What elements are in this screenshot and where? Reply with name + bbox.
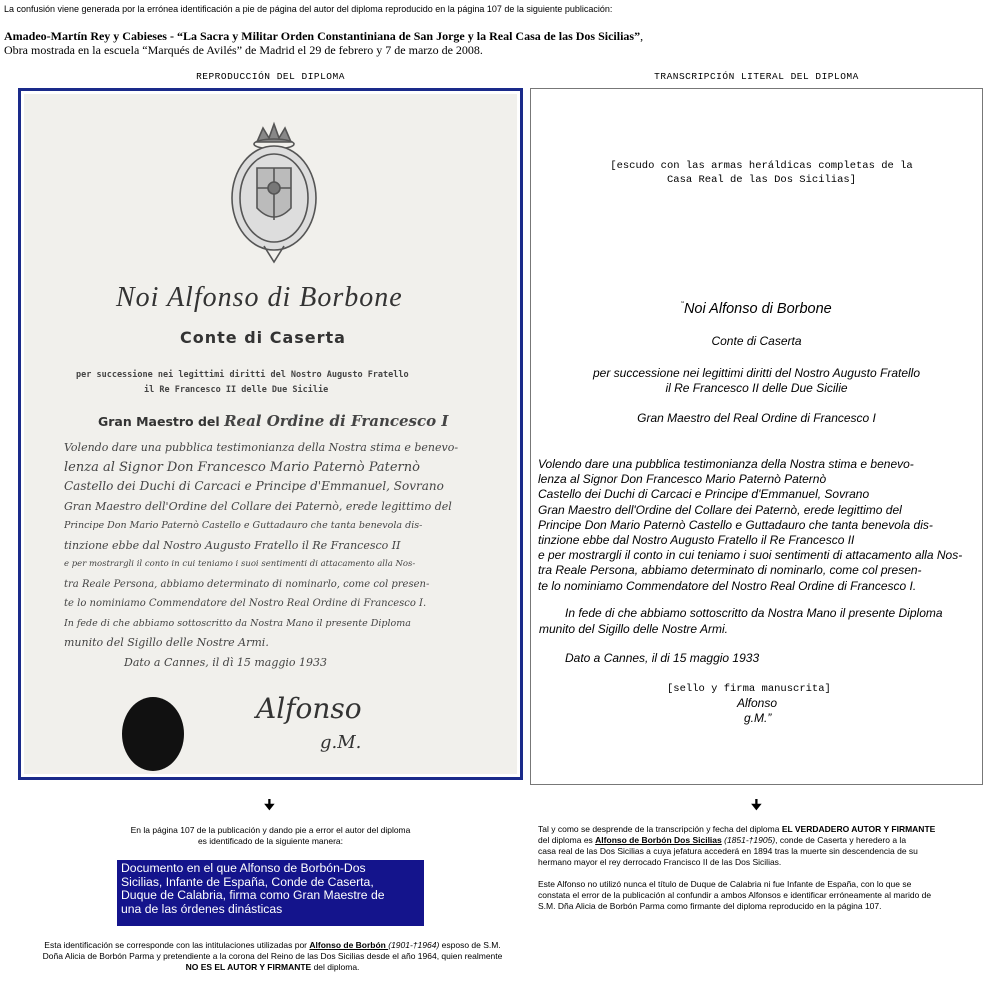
left-caption: En la página 107 de la publicación y dando pie a error el autor del diploma es identificado de la siguiente manera: <box>130 825 411 846</box>
body-line: tinzione ebbe dal Nostro Augusto Fratello il Re Francesco II <box>538 533 855 548</box>
body-line: Castello dei Duchi di Carcaci e Principe d'Emmanuel, Sovrano <box>538 487 870 502</box>
diploma-image-line1: per successione nei legittimi diritti del Nostro Augusto Fratello <box>76 370 409 380</box>
hand-line: Volendo dare una pubblica testimonianza della Nostra stima e benevo- <box>64 441 459 454</box>
intro-text: La confusión viene generada por la errónea identificación a pie de página del autor del diploma reproducido en la página 107 de la siguiente publicación: <box>4 4 613 14</box>
hand-line: In fede di che abbiamo sottoscritto da Nostra Mano il presente Diploma <box>64 617 411 629</box>
hand-line: te lo nominiamo Commendatore del Nostro Real Ordine di Francesco I. <box>64 598 427 609</box>
hand-line: tinzione ebbe dal Nostro Augusto Fratello il Re Francesco II <box>64 538 401 552</box>
transcription-body <box>538 457 980 594</box>
transcription-panel <box>530 88 983 785</box>
diploma-image-line2: il Re Francesco II delle Due Sicilie <box>144 385 329 395</box>
hand-line: e per mostrargli il conto in cui teniamo i suoi sentimenti di attacamento alla Nos- <box>64 559 416 569</box>
right-explanation: Tal y como se desprende de la transcripción y fecha del diploma EL VERDADERO AUTOR Y FIRMANTE del diploma es Alfonso de Borbón Dos Sicilias (1851-†1905), conde de Caserta y heredero a la casa real de las Dos Sicilias a cuya jefatura accederá en 1894 tras la muerte sin descendencia de su hermano mayor el rey derrocado Francisco II de las Dos Sicilias. Este Alfonso no utilizó nunca el título de Duque de Calabria ni fue Infante de España, con lo que se constata el error de la publicación al confundir a ambos Alfonsos e identificar erróneamente al marido de S.M. Dña Alicia de Borbón Parma como firmante del diploma reproducido en la página 107. <box>538 824 936 911</box>
publication-exhibition: Obra mostrada en la escuela “Marqués de Avilés” de Madrid el 29 de febrero y 7 de marzo de 2008. <box>4 43 483 57</box>
hand-line: lenza al Signor Don Francesco Mario Paternò Paternò <box>64 459 420 475</box>
hand-line: Gran Maestro dell'Ordine del Collare dei Paternò, erede legittimo del <box>64 499 452 513</box>
body-line: Volendo dare una pubblica testimonianza della Nostra stima e benevo- <box>538 457 914 471</box>
crest-icon <box>219 120 329 270</box>
diploma-image-handwriting <box>64 438 484 674</box>
body-line: tra Reale Persona, abbiamo determinato di nominarlo, come col presen- <box>538 563 922 578</box>
body-line: Principe Don Mario Paternò Castello e Guttadauro che tanta benevola dis- <box>538 517 933 532</box>
transcription-dato: Dato a Cannes, il di 15 maggio 1933 <box>565 651 760 665</box>
alfonso-1851-link[interactable]: Alfonso de Borbón Dos Sicilias <box>595 835 722 845</box>
diploma-image-frame <box>18 88 523 780</box>
transcription-fede: In fede di che abbiamo sottoscritto da Nostra Mano il presente Diploma munito del Sigillo delle Nostre Armi. <box>539 606 943 636</box>
transcription-succession: per successione nei legittimi diritti del Nostro Augusto Fratello il Re Francesco II delle Due Sicilie <box>592 366 921 395</box>
hand-line: tra Reale Persona, abbiamo determinato di nominarlo, come col presen- <box>64 578 430 590</box>
down-arrow-icon: 🠋 <box>264 797 275 812</box>
crest-note: [escudo con las armas heráldicas completas de la Casa Real de las Dos Sicilias] <box>610 160 913 186</box>
transcription-subtitle: Conte di Caserta <box>711 334 802 348</box>
diploma-image <box>24 94 517 774</box>
diploma-image-gran-maestro: Gran Maestro del Real Ordine di Francesco I <box>98 412 449 430</box>
transcription-gran-maestro: Gran Maestro del Real Ordine di Francesco I <box>637 411 876 425</box>
diploma-image-signature: Alfonso <box>256 692 362 725</box>
hand-line: Castello dei Duchi di Carcaci e Principe d'Emmanuel, Sovrano <box>64 479 444 493</box>
body-line: lenza al Signor Don Francesco Mario Paternò Paternò <box>538 472 827 487</box>
transcription-signature: Alfonso <box>737 696 778 710</box>
left-column-header: REPRODUCCIÓN DEL DIPLOMA <box>196 71 345 82</box>
body-line: te lo nominiamo Commendatore del Nostro Real Ordine di Francesco I. <box>538 578 917 593</box>
body-line: e per mostrargli il conto in cui teniamo i suoi sentimenti di attacamento alla Nos- <box>538 548 963 563</box>
diploma-image-title: Noi Alfonso di Borbone <box>116 282 403 313</box>
publication-title: Amadeo-Martín Rey y Cabieses - “La Sacra y Militar Orden Constantiniana de San Jorge y la Real Casa de las Dos Sicilias” <box>4 29 641 43</box>
down-arrow-icon: 🠋 <box>751 797 762 812</box>
seal-note: [sello y firma manuscrita] <box>667 683 831 695</box>
wax-seal <box>122 697 184 771</box>
right-column-header: TRANSCRIPCIÓN LITERAL DEL DIPLOMA <box>654 71 859 82</box>
misidentification-box: Documento en el que Alfonso de Borbón-Dos Sicilias, Infante de España, Conde de Caserta, Duque de Calabria, firma como Gran Maestre de una de las órdenes dinásticas <box>117 860 424 926</box>
hand-line: Dato a Cannes, il dì 15 maggio 1933 <box>124 655 328 669</box>
transcription-signature-gm: g.M.” <box>744 711 772 725</box>
alfonso-1901-link[interactable]: Alfonso de Borbón <box>309 940 389 950</box>
body-line: Gran Maestro dell'Ordine del Collare dei Paternò, erede legittimo del <box>538 502 902 517</box>
hand-line: Principe Don Mario Paternò Castello e Guttadauro che tanta benevola dis- <box>64 520 423 531</box>
left-note: Esta identificación se corresponde con las intitulaciones utilizadas por Alfonso de Borbón (1901-†1964) esposo de S.M. Doña Alicia de Borbón Parma y pretendiente a la corona del Reino de las Dos Sicilias desde el año 1964, quien realmente NO ES EL AUTOR Y FIRMANTE del diploma. <box>42 940 503 972</box>
diploma-image-subtitle: Conte di Caserta <box>180 328 346 347</box>
publication-reference: Amadeo-Martín Rey y Cabieses - “La Sacra y Militar Orden Constantiniana de San Jorge y la Real Casa de las Dos Sicilias”, Obra mostrada en la escuela “Marqués de Avilés” de Madrid el 29 de febrero y 7 de marzo de 2008. <box>4 29 644 57</box>
hand-line: munito del Sigillo delle Nostre Armi. <box>64 636 269 649</box>
transcription-title: “Noi Alfonso di Borbone <box>681 300 832 317</box>
diploma-image-signature-gm: g.M. <box>320 732 362 753</box>
